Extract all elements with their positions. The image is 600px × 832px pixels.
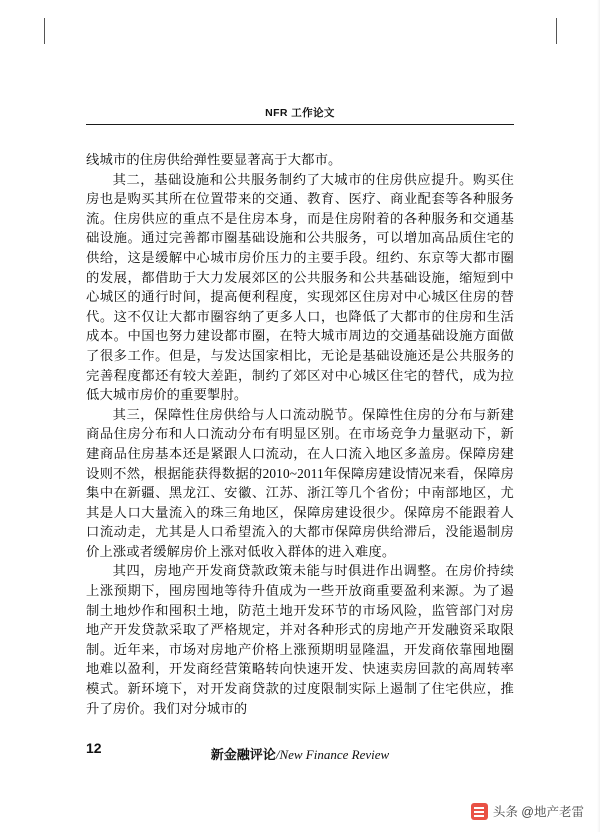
paragraph-fourth: 其四，房地产开发商贷款政策未能与时俱进作出调整。在房价持续上涨预期下，囤房囤地等待升值成为一些开放商重要盈利来源。为了遏制土地炒作和囤积土地，防范土地开发环节的市场风险，监管部门对房地产开发贷款采取了严格规定，并对各种形式的房地产开发融资采取限制。近年来，市场对房地产价格上涨预期明显隆温，开发商依靠囤地圈地难以盈利，开发商经营策略转向快速开发、快速卖房回款的高周转率模式。新环境下，对开发商贷款的过度限制实际上遏制了住宅供应，推升了房价。我们对分城市的 [86,563,514,716]
footer-journal-title [86,744,514,763]
running-head [86,106,514,120]
page-number: 12 [86,740,102,756]
watermark [471,802,584,820]
footer-journal-title-separator: / [275,747,280,762]
crop-mark-top-left [44,18,45,44]
paragraph-continuation: 线城市的住房供给弹性要显著高于大都市。 [86,152,342,167]
header-rule [86,124,514,125]
body-text-block [86,150,514,718]
paragraph-second: 其二，基础设施和公共服务制约了大城市的住房供应提升。购买住房也是购买其所在位置带来的交通、教育、医疗、商业配套等各种服务流。住房供应的重点不是住房本身，而是住房附着的各种服务和交通基础设施。通过完善都市圈基础设施和公共服务，可以增加高品质住宅的供给，这是缓解中心城市房价压力的主要手段。纽约、东京等大都市圈的发展，都借助于大力发展郊区的公共服务和公共基础设施，缩短到中心城区的通行时间，提高便利程度，实现郊区住房对中心城区住房的替代。这不仅让大都市圈容纳了更多人口，也降低了大都市的住房和生活成本。中国也努力建设都市圈，在特大城市周边的交通基础设施方面做了很多工作。但是，与发达国家相比，无论是基础设施还是公共服务的完善程度都还有较大差距，制约了郊区对中心城区住宅的替代，成为拉低大城市房价的重要掣肘。 [86,171,514,403]
running-head-title: NFR 工作论文 [265,107,335,119]
watermark-label: 头条 @地产老雷 [492,805,584,819]
crop-mark-top-right [556,18,557,44]
toutiao-logo-icon [471,803,488,820]
footer-journal-title-en: New Finance Review [279,747,390,762]
paragraph-third: 其三，保障性住房供给与人口流动脱节。保障性住房的分布与新建商品住房分布和人口流动分布有明显区别。在市场竞争力量驱动下，新建商品住房基本还是紧跟人口流动，在人口流入地区多盖房。保障房建设则不然，根据能获得数据的2010~2011年保障房建设情况来看，保障房集中在新疆、黑龙江、安徽、江苏、浙江等几个省份；中南部地区，尤其是人口大量流入的珠三角地区，保障房建设很少。保障房不能跟着人口流动走，尤其是人口希望流入的大都市保障房供给滞后，没能遏制房价上涨或者缓解房价上涨对低收入群体的进入难度。 [86,406,514,559]
footer-journal-title-cn: 新金融评论 [210,747,276,762]
